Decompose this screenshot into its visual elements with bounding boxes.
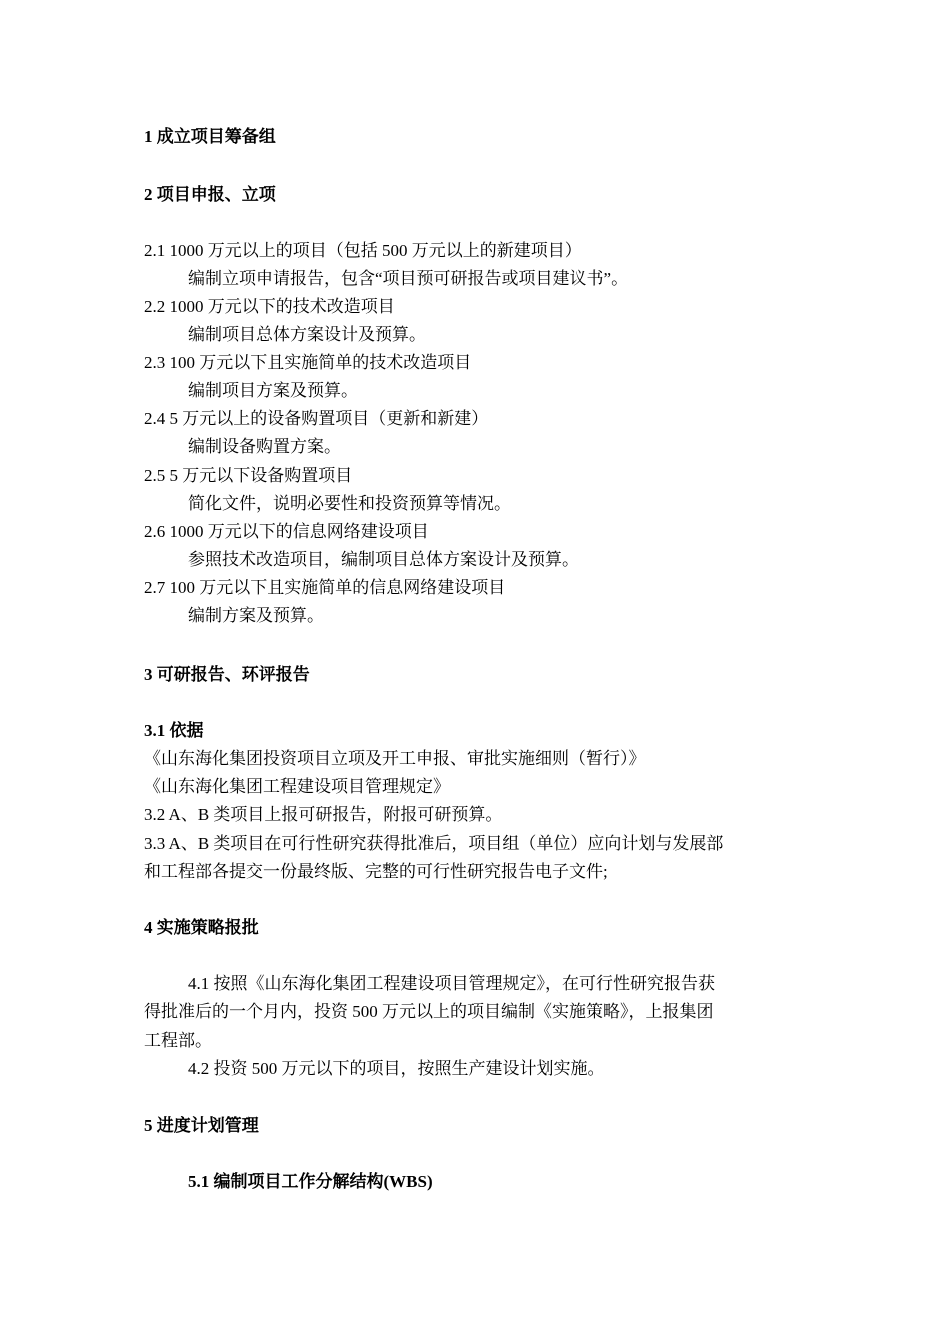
item-2-4-desc: 编制设备购置方案。 bbox=[188, 437, 341, 456]
section-2-heading: 2 项目申报、立项 bbox=[144, 185, 276, 204]
section-5-heading: 5 进度计划管理 bbox=[144, 1116, 259, 1135]
item-2-3-desc: 编制项目方案及预算。 bbox=[188, 381, 358, 400]
item-2-1-title: 2.1 1000 万元以上的项目（包括 500 万元以上的新建项目） bbox=[144, 241, 582, 260]
paragraph-4-1-line-3: 工程部。 bbox=[144, 1031, 212, 1050]
paragraph-4-2: 4.2 投资 500 万元以下的项目，按照生产建设计划实施。 bbox=[188, 1059, 605, 1078]
item-2-7-desc: 编制方案及预算。 bbox=[188, 606, 324, 625]
section-3-heading: 3 可研报告、环评报告 bbox=[144, 665, 310, 684]
item-2-5-title: 2.5 5 万元以下设备购置项目 bbox=[144, 466, 353, 485]
item-2-2-title: 2.2 1000 万元以下的技术改造项目 bbox=[144, 297, 395, 316]
item-3-2: 3.2 A、B 类项目上报可研报告，附报可研预算。 bbox=[144, 805, 503, 824]
item-2-5-desc: 简化文件，说明必要性和投资预算等情况。 bbox=[188, 494, 511, 513]
basis-item-2: 《山东海化集团工程建设项目管理规定》 bbox=[144, 777, 450, 796]
section-4-heading: 4 实施策略报批 bbox=[144, 918, 259, 937]
item-2-4-title: 2.4 5 万元以上的设备购置项目（更新和新建） bbox=[144, 409, 489, 428]
item-3-3-line-1: 3.3 A、B 类项目在可行性研究获得批准后，项目组（单位）应向计划与发展部 bbox=[144, 834, 724, 853]
item-2-1-desc: 编制立项申请报告，包含“项目预可研报告或项目建议书”。 bbox=[188, 269, 629, 288]
item-2-6-desc: 参照技术改造项目，编制项目总体方案设计及预算。 bbox=[188, 550, 579, 569]
item-2-7-title: 2.7 100 万元以下且实施简单的信息网络建设项目 bbox=[144, 578, 506, 597]
basis-item-1: 《山东海化集团投资项目立项及开工申报、审批实施细则（暂行）》 bbox=[144, 749, 646, 768]
section-5-1-heading: 5.1 编制项目工作分解结构(WBS) bbox=[188, 1172, 433, 1191]
item-2-3-title: 2.3 100 万元以下且实施简单的技术改造项目 bbox=[144, 353, 472, 372]
item-2-2-desc: 编制项目总体方案设计及预算。 bbox=[188, 325, 426, 344]
item-3-3-line-2: 和工程部各提交一份最终版、完整的可行性研究报告电子文件; bbox=[144, 862, 608, 881]
section-1-heading: 1 成立项目筹备组 bbox=[144, 127, 276, 146]
section-3-1-heading: 3.1 依据 bbox=[144, 721, 204, 740]
paragraph-4-1-line-2: 得批准后的一个月内，投资 500 万元以上的项目编制《实施策略》，上报集团 bbox=[144, 1002, 714, 1021]
paragraph-4-1-line-1: 4.1 按照《山东海化集团工程建设项目管理规定》，在可行性研究报告获 bbox=[188, 974, 715, 993]
item-2-6-title: 2.6 1000 万元以下的信息网络建设项目 bbox=[144, 522, 429, 541]
